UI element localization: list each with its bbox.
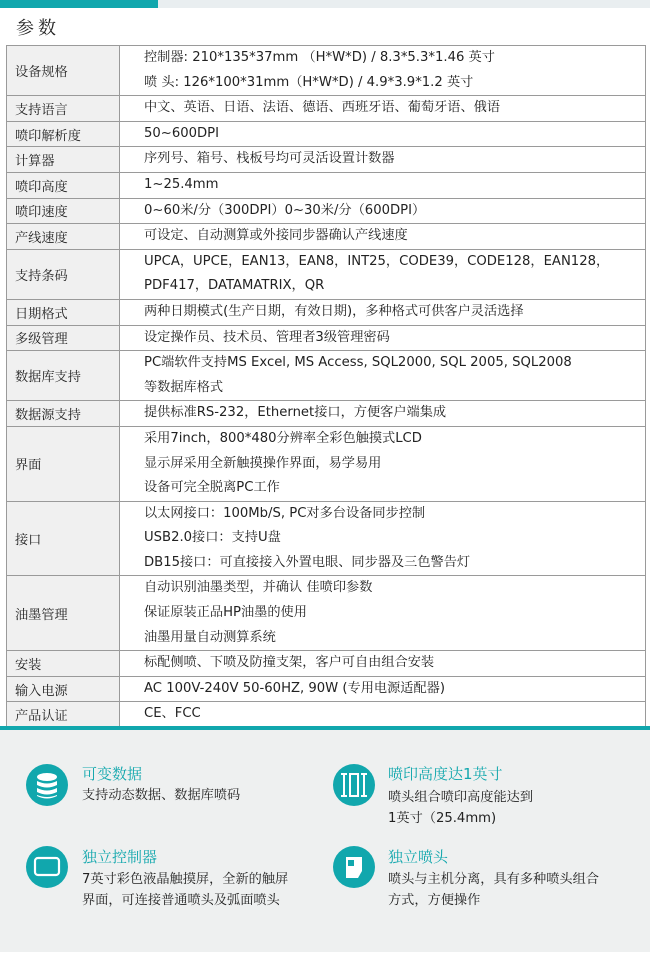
spec-key: 支持语言 xyxy=(7,96,120,122)
spec-value xyxy=(120,249,646,299)
spec-value xyxy=(120,351,646,401)
spec-row xyxy=(7,702,646,728)
spec-value xyxy=(120,224,646,250)
spec-value xyxy=(120,46,646,96)
spec-row xyxy=(7,46,646,96)
spec-value-line: 以太网接口：100Mb/S, PC对多台设备同步控制 xyxy=(144,505,426,521)
spec-key: 界面 xyxy=(7,426,120,501)
feature-title-controller: 独立控制器 xyxy=(82,848,158,866)
spec-value xyxy=(120,702,646,728)
spec-row xyxy=(7,198,646,224)
spec-value-line: 设定操作员、技术员、管理者3级管理密码 xyxy=(144,329,390,345)
spec-key: 安装 xyxy=(7,651,120,677)
spec-value xyxy=(120,121,646,147)
spec-value-line: 标配侧喷、下喷及防撞支架，客户可自由组合安装 xyxy=(144,655,435,671)
feature-desc-printhead xyxy=(388,869,599,911)
feature-desc-line: 方式，方便操作 xyxy=(388,893,481,908)
spec-row xyxy=(7,676,646,702)
spec-value-line: CE、FCC xyxy=(144,706,201,722)
spec-key: 设备规格 xyxy=(7,46,120,96)
spec-value xyxy=(120,576,646,651)
spec-value-line: DB15接口：可直接接入外置电眼、同步器及三色警告灯 xyxy=(144,554,471,570)
spec-value xyxy=(120,325,646,351)
spec-value-line: 显示屏采用全新触摸操作界面，易学易用 xyxy=(144,455,382,471)
spec-value-line: UPCA，UPCE，EAN13，EAN8，INT25，CODE39，CODE128，EAN128， xyxy=(144,253,610,269)
spec-value-line: 保证原装正品HP油墨的使用 xyxy=(144,605,307,621)
spec-key: 喷印解析度 xyxy=(7,121,120,147)
spec-value-line: 中文、英语、日语、法语、德语、西班牙语、葡萄牙语、俄语 xyxy=(144,100,501,116)
spec-value xyxy=(120,401,646,427)
spec-value xyxy=(120,651,646,677)
spec-row xyxy=(7,426,646,501)
feature-desc-controller xyxy=(82,869,288,911)
spec-row xyxy=(7,121,646,147)
spec-value-line: PDF417，DATAMATRIX，QR xyxy=(144,278,325,294)
spec-key: 喷印高度 xyxy=(7,172,120,198)
header-accent xyxy=(0,0,158,8)
feature-desc-print-height xyxy=(388,787,533,829)
spec-key: 产品认证 xyxy=(7,702,120,728)
spec-row xyxy=(7,401,646,427)
spec-value xyxy=(120,426,646,501)
spec-row xyxy=(7,299,646,325)
spec-row xyxy=(7,96,646,122)
spec-value-line: 50~600DPI xyxy=(144,125,219,141)
feature-desc-line: 7英寸彩色液晶触摸屏，全新的触屏 xyxy=(82,872,289,887)
spec-row xyxy=(7,325,646,351)
feature-desc-line: 1英寸（25.4mm) xyxy=(388,811,497,826)
feature-title-variable-data: 可变数据 xyxy=(82,765,143,783)
spec-value xyxy=(120,172,646,198)
spec-value xyxy=(120,147,646,173)
spec-value-line: 可设定、自动测算或外接同步器确认产线速度 xyxy=(144,228,408,244)
spec-key: 多级管理 xyxy=(7,325,120,351)
spec-key: 喷印速度 xyxy=(7,198,120,224)
spec-key: 输入电源 xyxy=(7,676,120,702)
feature-title-printhead: 独立喷头 xyxy=(388,848,449,866)
spec-row xyxy=(7,249,646,299)
spec-value-line: AC 100V-240V 50-60HZ, 90W (专用电源适配器) xyxy=(144,680,446,696)
spec-row xyxy=(7,651,646,677)
spec-value-line: 喷 头: 126*100*31mm（H*W*D) / 4.9*3.9*1.2 英寸 xyxy=(144,74,474,90)
spec-value-line: PC端软件支持MS Excel, MS Access, SQL2000, SQL 2005, SQL2008 xyxy=(144,355,572,371)
spec-value-line: 提供标准RS-232，Ethernet接口，方便客户端集成 xyxy=(144,405,447,421)
spec-value xyxy=(120,299,646,325)
print-height-icon xyxy=(333,764,375,806)
feature-title-print-height: 喷印高度达1英寸 xyxy=(388,765,503,783)
spec-key: 接口 xyxy=(7,501,120,576)
spec-value-line: 0~60米/分（300DPI）0~30米/分（600DPI） xyxy=(144,202,426,218)
spec-value-line: 两种日期模式(生产日期，有效日期)，多种格式可供客户灵活选择 xyxy=(144,303,524,319)
spec-row xyxy=(7,224,646,250)
spec-value-line: 自动识别油墨类型，并确认 佳喷印参数 xyxy=(144,580,373,596)
spec-row xyxy=(7,351,646,401)
spec-row xyxy=(7,147,646,173)
spec-key: 数据源支持 xyxy=(7,401,120,427)
spec-key: 日期格式 xyxy=(7,299,120,325)
spec-key: 数据库支持 xyxy=(7,351,120,401)
monitor-icon xyxy=(26,846,68,888)
spec-value-line: 控制器: 210*135*37mm （H*W*D) / 8.3*5.3*1.46 英寸 xyxy=(144,50,495,65)
header-bar xyxy=(0,0,650,8)
database-icon xyxy=(26,764,68,806)
spec-key: 油墨管理 xyxy=(7,576,120,651)
spec-value-line: 采用7inch，800*480分辨率全彩色触摸式LCD xyxy=(144,430,422,446)
spec-table xyxy=(6,45,646,728)
feature-desc-line: 喷头组合喷印高度能达到 xyxy=(388,790,534,805)
page-title: 参数 xyxy=(16,18,60,39)
spec-value-line: 序列号、箱号、栈板号均可灵活设置计数器 xyxy=(144,151,395,167)
spec-value xyxy=(120,198,646,224)
spec-value xyxy=(120,96,646,122)
feature-desc-variable-data xyxy=(82,785,240,806)
spec-value-line: 油墨用量自动测算系统 xyxy=(144,629,276,645)
spec-value-line: 1~25.4mm xyxy=(144,176,219,192)
spec-key: 产线速度 xyxy=(7,224,120,250)
feature-desc-line: 界面，可连接普通喷头及弧面喷头 xyxy=(82,893,280,908)
printhead-icon xyxy=(333,846,375,888)
spec-value xyxy=(120,501,646,576)
feature-desc-line: 喷头与主机分离，具有多种喷头组合 xyxy=(388,872,599,887)
spec-value-line: 设备可完全脱离PC工作 xyxy=(144,480,280,496)
spec-row xyxy=(7,576,646,651)
spec-value xyxy=(120,676,646,702)
spec-row xyxy=(7,501,646,576)
spec-row xyxy=(7,172,646,198)
features-panel xyxy=(0,730,650,952)
feature-desc-line: 支持动态数据、数据库喷码 xyxy=(82,788,241,803)
spec-value-line: USB2.0接口：支持U盘 xyxy=(144,530,281,546)
spec-value-line: 等数据库格式 xyxy=(144,379,224,395)
spec-key: 计算器 xyxy=(7,147,120,173)
spec-key: 支持条码 xyxy=(7,249,120,299)
